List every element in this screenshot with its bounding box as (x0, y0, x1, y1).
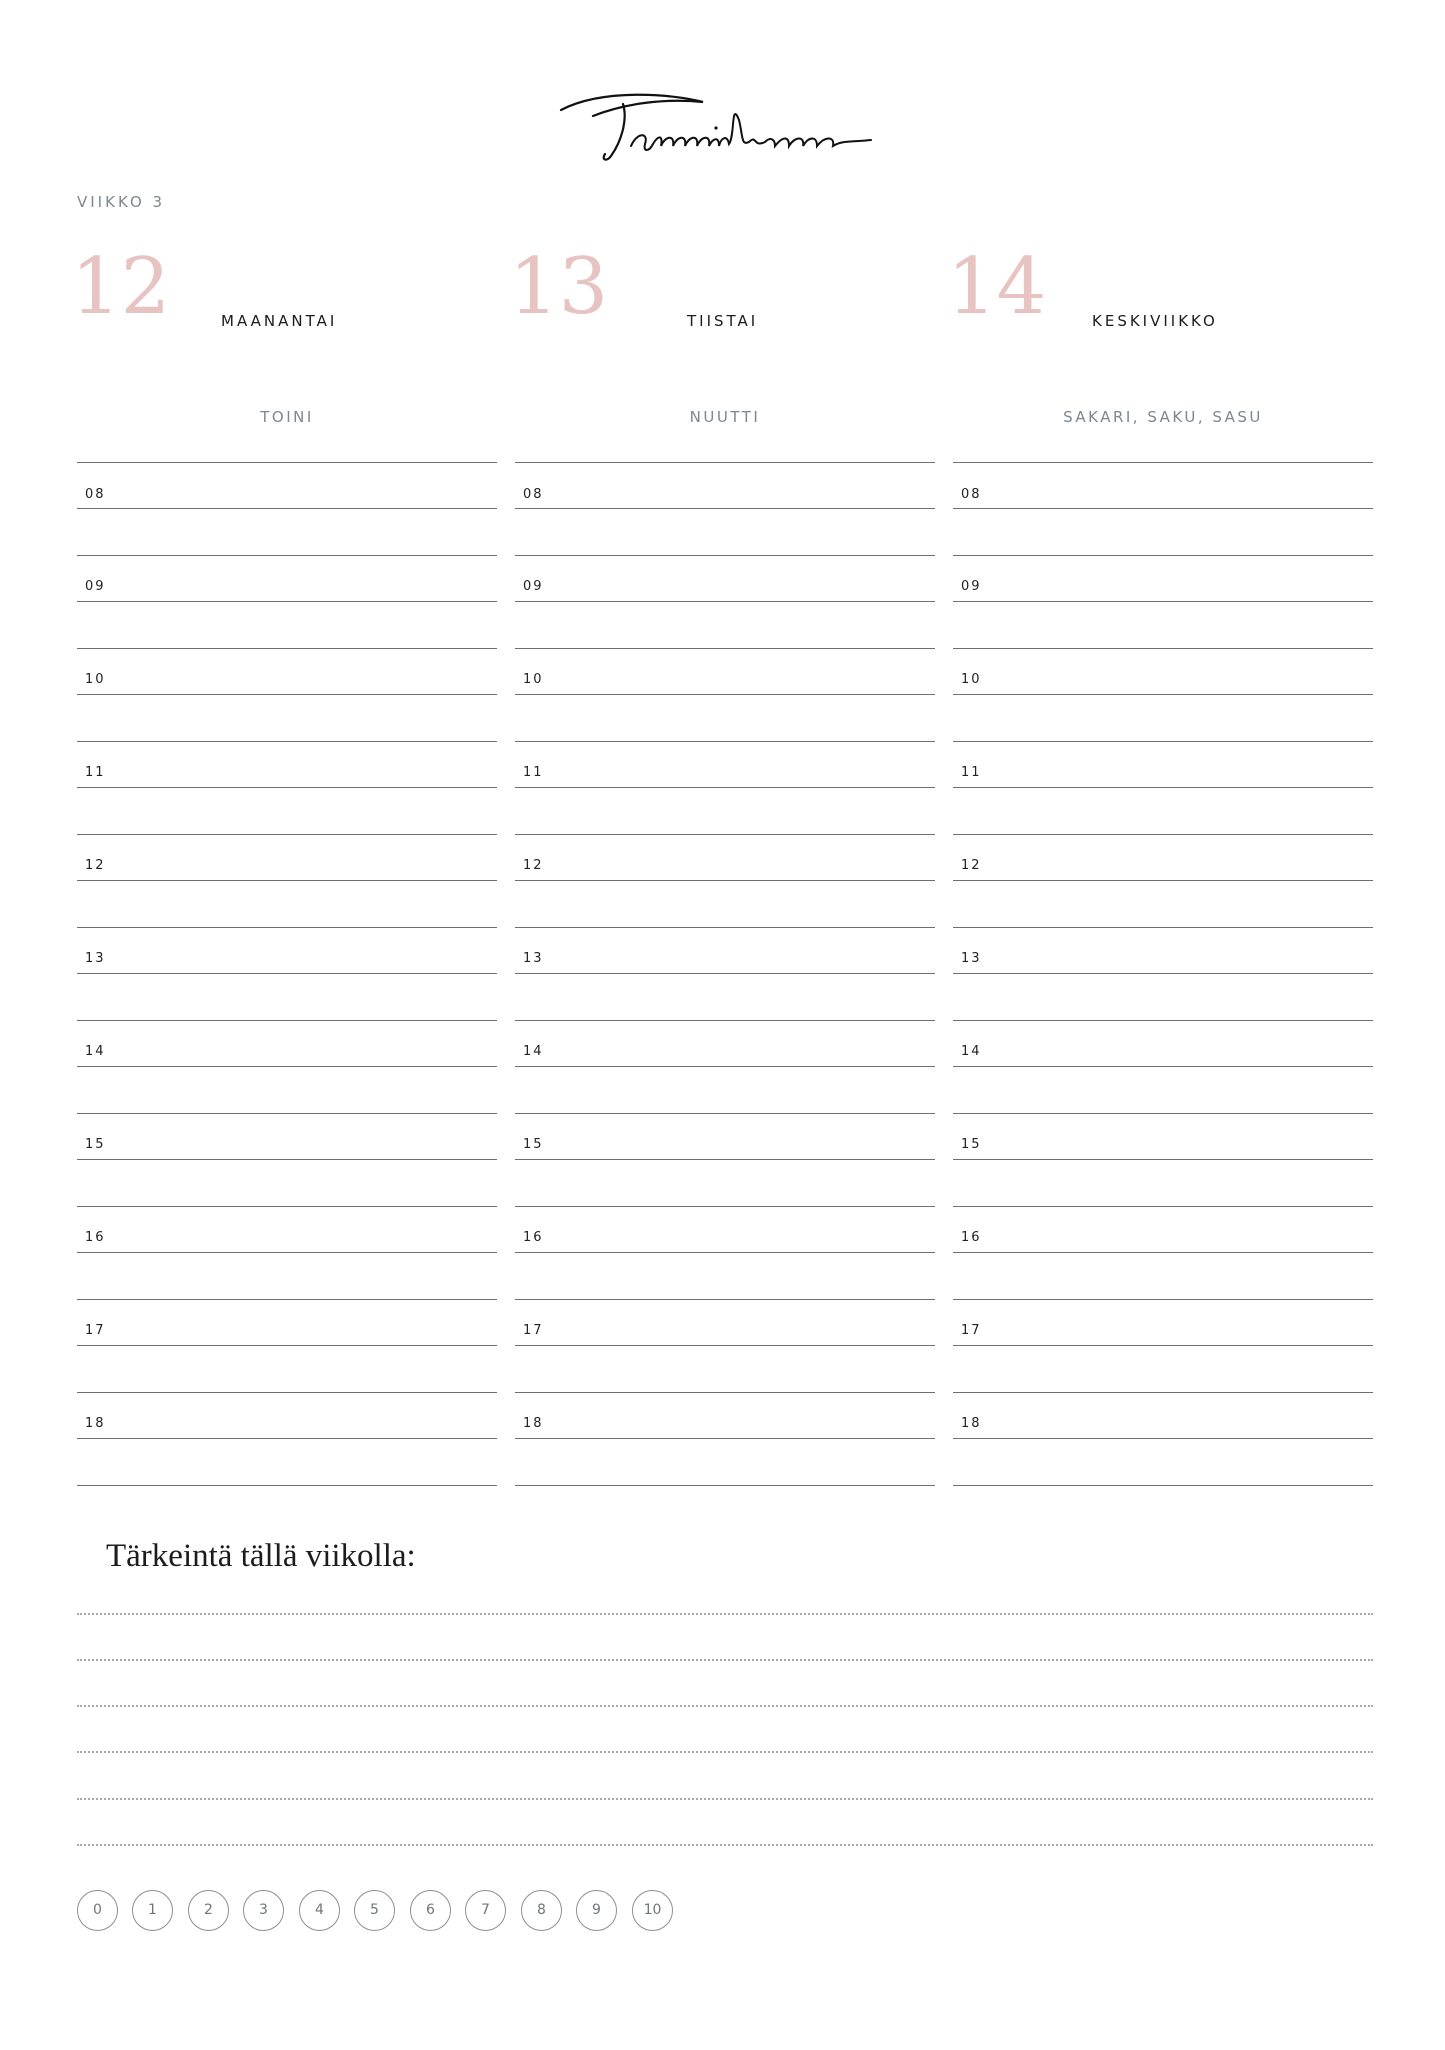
rule (77, 927, 497, 928)
rule (77, 1066, 497, 1067)
rule (515, 1252, 935, 1253)
day-column-tuesday (509, 0, 935, 1500)
rule (77, 1020, 497, 1021)
rule (77, 1159, 497, 1160)
hour-label: 15 (85, 1137, 106, 1152)
name-day: SAKARI, SAKU, SASU (1063, 408, 1263, 426)
rule (77, 1206, 497, 1207)
hour-label: 09 (85, 579, 106, 594)
score-circle[interactable]: 2 (188, 1890, 229, 1931)
rule (77, 555, 497, 556)
rule (515, 1113, 935, 1114)
hour-label: 14 (961, 1044, 982, 1059)
rule (515, 834, 935, 835)
day-name: TIISTAI (687, 312, 759, 330)
hour-label: 09 (523, 579, 544, 594)
hour-label: 15 (961, 1137, 982, 1152)
rule (515, 1299, 935, 1300)
notes-line[interactable] (77, 1844, 1373, 1846)
hour-label: 11 (961, 765, 982, 780)
rule (77, 1345, 497, 1346)
notes-line[interactable] (77, 1798, 1373, 1800)
rule (515, 787, 935, 788)
hour-label: 10 (961, 672, 982, 687)
hour-label: 17 (961, 1323, 982, 1338)
score-circle[interactable]: 3 (243, 1890, 284, 1931)
score-circle[interactable]: 4 (299, 1890, 340, 1931)
hour-label: 13 (85, 951, 106, 966)
rule (515, 648, 935, 649)
hour-label: 16 (961, 1230, 982, 1245)
rule (77, 1485, 497, 1486)
hour-label: 11 (85, 765, 106, 780)
rule (953, 1252, 1373, 1253)
rule (953, 880, 1373, 881)
hour-label: 10 (523, 672, 544, 687)
score-circle[interactable]: 8 (521, 1890, 562, 1931)
rule (77, 1252, 497, 1253)
rule (953, 834, 1373, 835)
hour-label: 08 (523, 487, 544, 502)
rule (953, 508, 1373, 509)
notes-line[interactable] (77, 1705, 1373, 1707)
score-circle[interactable]: 1 (132, 1890, 173, 1931)
rule (953, 973, 1373, 974)
hour-label: 08 (961, 487, 982, 502)
rule (953, 1392, 1373, 1393)
hour-label: 15 (523, 1137, 544, 1152)
name-day: NUUTTI (689, 408, 761, 426)
score-circle[interactable]: 7 (465, 1890, 506, 1931)
rule (953, 694, 1373, 695)
hour-label: 12 (523, 858, 544, 873)
hour-label: 18 (85, 1416, 106, 1431)
hour-label: 08 (85, 487, 106, 502)
rule (77, 648, 497, 649)
rule (515, 1485, 935, 1486)
name-day: TOINI (260, 408, 314, 426)
rule (515, 1159, 935, 1160)
rule (953, 648, 1373, 649)
score-circle[interactable]: 6 (410, 1890, 451, 1931)
rule (953, 462, 1373, 463)
rule (953, 1438, 1373, 1439)
score-circle[interactable]: 5 (354, 1890, 395, 1931)
rule (77, 1113, 497, 1114)
rule (515, 1438, 935, 1439)
hour-label: 12 (85, 858, 106, 873)
notes-title: Tärkeintä tällä viikolla: (106, 1538, 416, 1574)
hour-label: 17 (523, 1323, 544, 1338)
rule (953, 555, 1373, 556)
rule (515, 973, 935, 974)
hour-label: 14 (85, 1044, 106, 1059)
rule (515, 555, 935, 556)
hour-label: 17 (85, 1323, 106, 1338)
hour-label: 14 (523, 1044, 544, 1059)
hour-label: 16 (85, 1230, 106, 1245)
day-name: KESKIVIIKKO (1092, 312, 1218, 330)
rule (953, 1485, 1373, 1486)
hour-label: 12 (961, 858, 982, 873)
notes-line[interactable] (77, 1751, 1373, 1753)
hour-label: 09 (961, 579, 982, 594)
rule (77, 834, 497, 835)
hour-label: 11 (523, 765, 544, 780)
rule (515, 741, 935, 742)
rule (953, 927, 1373, 928)
score-circle[interactable]: 10 (632, 1890, 673, 1931)
week-label: VIIKKO 3 (77, 193, 166, 211)
rule (77, 787, 497, 788)
day-number: 13 (509, 242, 609, 332)
rule (77, 1392, 497, 1393)
rule (77, 462, 497, 463)
rule (515, 927, 935, 928)
notes-line[interactable] (77, 1659, 1373, 1661)
rule (515, 880, 935, 881)
score-circle[interactable]: 0 (77, 1890, 118, 1931)
rule (77, 973, 497, 974)
rule (77, 880, 497, 881)
rule (77, 1299, 497, 1300)
rule (515, 508, 935, 509)
rule (953, 1345, 1373, 1346)
hour-label: 13 (523, 951, 544, 966)
rule (77, 508, 497, 509)
rule (515, 1066, 935, 1067)
rule (515, 694, 935, 695)
rule (953, 1020, 1373, 1021)
hour-label: 10 (85, 672, 106, 687)
rule (77, 1438, 497, 1439)
rule (515, 1345, 935, 1346)
day-number: 14 (947, 242, 1047, 332)
rule (953, 1113, 1373, 1114)
day-column-wednesday (947, 0, 1373, 1500)
rule (515, 462, 935, 463)
hour-label: 18 (961, 1416, 982, 1431)
day-name: MAANANTAI (221, 312, 338, 330)
hour-label: 13 (961, 951, 982, 966)
rule (953, 1066, 1373, 1067)
score-circle[interactable]: 9 (576, 1890, 617, 1931)
rule (953, 1206, 1373, 1207)
rule (515, 1206, 935, 1207)
rule (953, 741, 1373, 742)
rule (77, 694, 497, 695)
hour-label: 16 (523, 1230, 544, 1245)
rule (953, 1299, 1373, 1300)
rule (515, 1020, 935, 1021)
notes-line[interactable] (77, 1613, 1373, 1615)
rule (515, 601, 935, 602)
rule (953, 1159, 1373, 1160)
rule (953, 787, 1373, 788)
day-column-monday (71, 0, 497, 1500)
rule (953, 601, 1373, 602)
hour-label: 18 (523, 1416, 544, 1431)
day-number: 12 (71, 242, 171, 332)
rule (77, 601, 497, 602)
rule (77, 741, 497, 742)
rule (515, 1392, 935, 1393)
